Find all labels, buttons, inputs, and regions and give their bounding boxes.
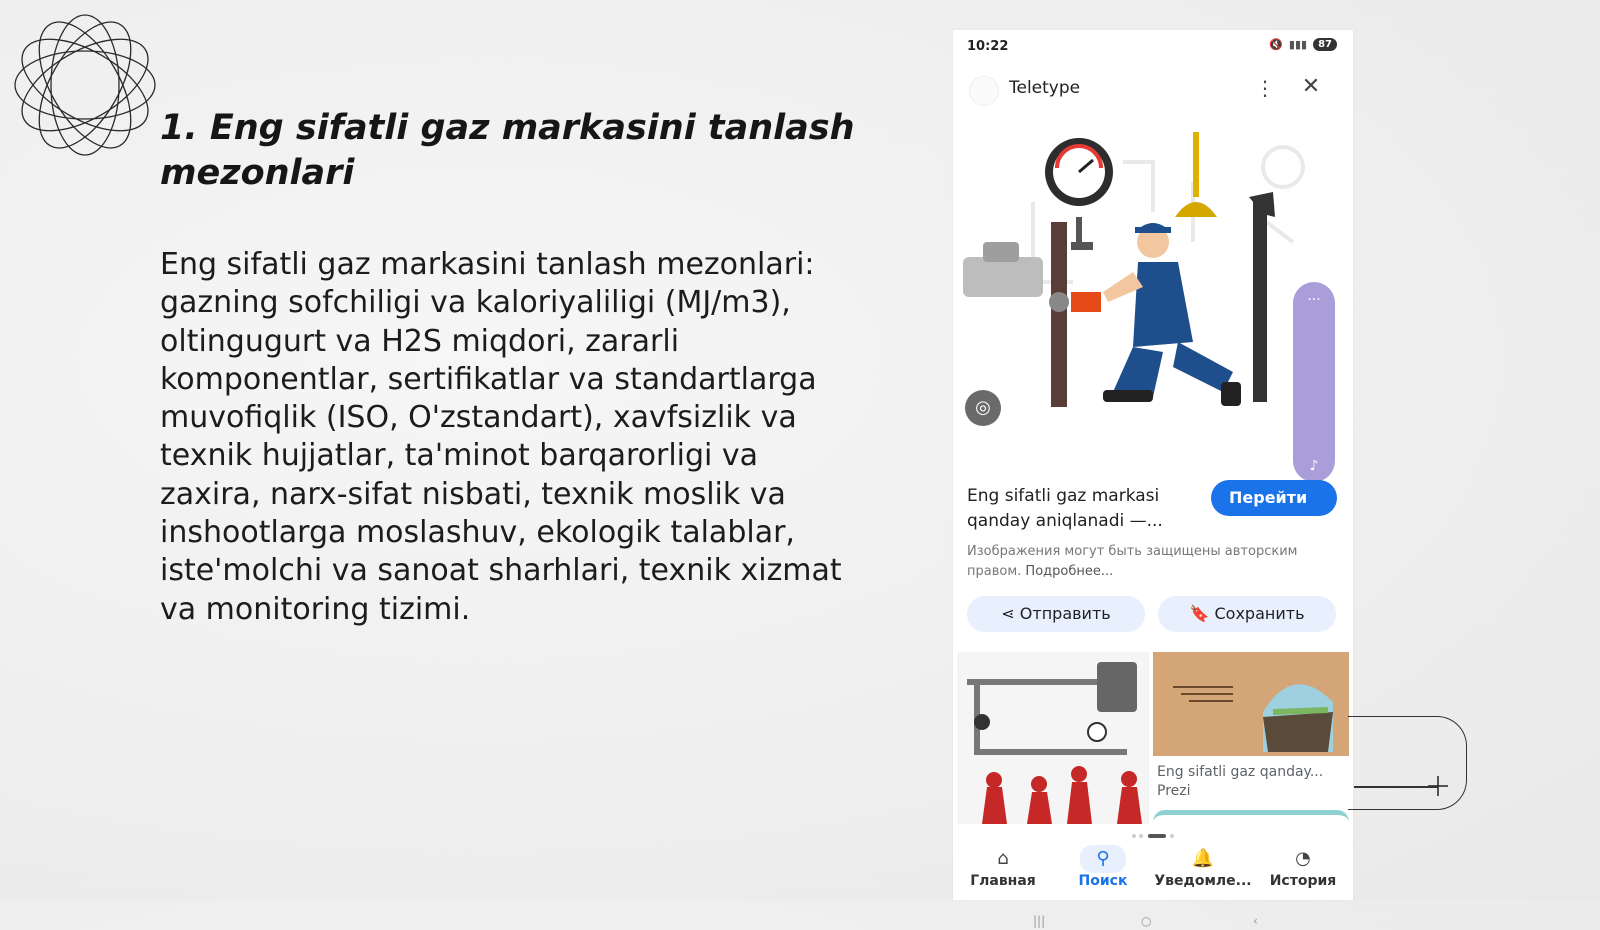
nav-label-search: Поиск — [1078, 873, 1128, 889]
share-label: Отправить — [1019, 604, 1111, 623]
decorative-line — [1354, 786, 1438, 788]
decorative-flower-logo — [10, 10, 160, 160]
share-icon: ⋖ — [1001, 604, 1020, 623]
go-button[interactable]: Перейти — [1211, 480, 1337, 516]
nav-label-history: История — [1269, 873, 1337, 889]
nav-label-home: Главная — [970, 873, 1036, 889]
bottom-navigation — [953, 845, 1353, 900]
related-image-prezi[interactable] — [1153, 652, 1349, 756]
battery-badge: 87 — [1313, 38, 1337, 51]
decorative-bracket — [1348, 716, 1467, 810]
slide-title: 1. Eng sifatli gaz markasini tanlash mezonlari — [160, 108, 855, 193]
music-note-icon: ♪ — [1309, 458, 1319, 474]
signal-icon: ▮▮▮ — [1288, 38, 1308, 51]
status-time: 10:22 — [967, 39, 1009, 54]
search-icon: ⚲ — [1080, 845, 1126, 873]
copyright-more-link[interactable]: Подробнее... — [1025, 564, 1114, 579]
system-nav-bar — [953, 914, 1353, 930]
back-icon[interactable]: ‹ — [1253, 914, 1258, 928]
close-icon[interactable]: ✕ — [1301, 74, 1321, 99]
site-favicon — [969, 76, 999, 106]
slide-body-text: Eng sifatli gaz markasini tanlash mezonlari: gazning sofchiligi va kaloriyaliligi (MJ/m3), oltingugurt va H2S miqdori, zararli komponentlar, sertifikatlar va standartlarga muvofiqlik (ISO, O'zstandart), xavfsizlik va texnik hujjatlar, ta'minot barqarorligi va zaxira, narx-sifat nisbati, texnik moslik va inshootlarga moslashuv, ekologik talablar, iste'molchi va sanoat sharhlari, texnik xizmat va monitoring tizimi. — [160, 247, 842, 627]
related-image-partial[interactable] — [1153, 810, 1349, 835]
bell-icon: 🔔 — [1191, 848, 1215, 869]
related-caption[interactable]: Eng sifatli gaz qanday... — [1157, 764, 1324, 780]
related-source: Prezi — [1157, 783, 1191, 799]
share-button[interactable] — [967, 596, 1145, 632]
nav-history[interactable] — [1253, 845, 1353, 889]
save-label: Сохранить — [1214, 604, 1305, 623]
copyright-text: Изображения могут быть защищены авторским правом. — [967, 544, 1298, 579]
phone-screenshot — [953, 30, 1353, 928]
status-bar — [953, 30, 1353, 66]
pager-dots — [1128, 833, 1178, 839]
recents-icon[interactable]: ||| — [1033, 914, 1046, 928]
nav-home[interactable] — [953, 845, 1053, 889]
side-dots: ... — [1307, 288, 1321, 304]
app-top-bar — [953, 66, 1353, 116]
site-name: Teletype — [1009, 78, 1081, 98]
result-title[interactable]: Eng sifatli gaz markasi qanday aniqlanadi —... — [967, 486, 1163, 531]
mute-icon: 🔇 — [1269, 38, 1283, 51]
nav-label-notifications: Уведомле... — [1154, 873, 1252, 889]
save-button[interactable] — [1158, 596, 1336, 632]
bookmark-icon: 🔖 — [1189, 604, 1215, 623]
history-icon: ◔ — [1295, 848, 1311, 869]
side-floating-panel[interactable] — [1293, 282, 1335, 482]
more-vert-icon[interactable]: ⋮ — [1255, 76, 1275, 100]
status-icons — [1269, 38, 1337, 51]
nav-search[interactable] — [1053, 845, 1153, 889]
lens-icon[interactable]: ◎ — [965, 390, 1001, 426]
nav-notifications[interactable] — [1153, 845, 1253, 889]
related-image-pipes[interactable] — [957, 652, 1149, 824]
copyright-notice — [967, 542, 1337, 582]
home-icon: ⌂ — [997, 848, 1009, 869]
system-home-icon[interactable]: ○ — [1141, 914, 1152, 928]
